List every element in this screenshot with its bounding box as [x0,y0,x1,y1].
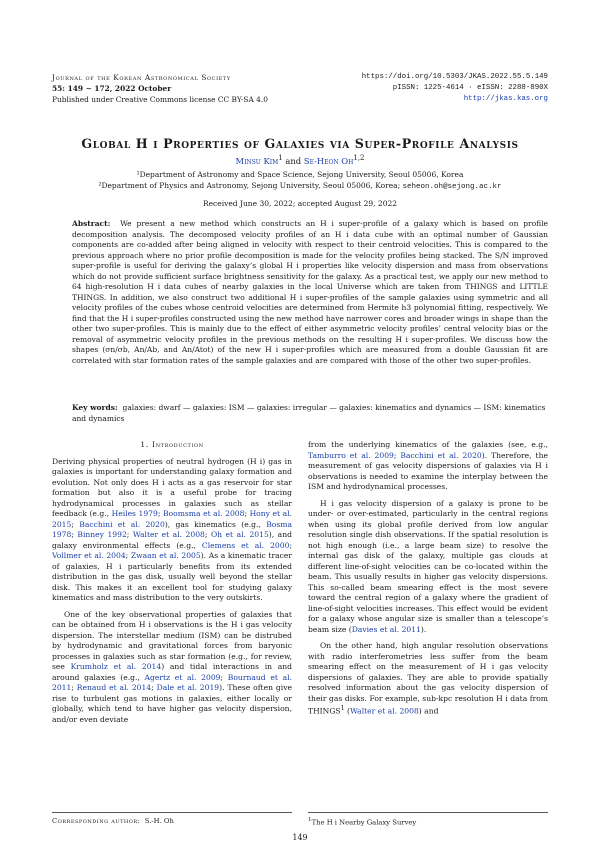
citation-link[interactable]: Clemens et al. 2000 [201,540,290,550]
paragraph: One of the key observational properties of galaxies that can be obtained from H i observations is the H i gas velocity dispersion. The interstellar medium (ISM) can be distrubed by hydrodynamic and gravitational forces from baryonic processes in galaxies such as star formation (e.g., for review, see Krumholz et al. 2014) and tidal interactions in and around galaxies (e.g., Agertz et al. 2009; Bournaud et al. 2011; Renaud et al. 2014; Dale et al. 2019). These often give rise to turbulent gas motions in galaxies, either locally or globally, which tend to have higher gas velocity dispersion, and/or even deviate [52,609,292,724]
citation-link[interactable]: Walter et al. 2008 [132,530,205,539]
affiliations [40,170,560,192]
footnote-text: The H i Nearby Galaxy Survey [311,818,417,827]
text-run: ). As a kinematic tracer of galaxies, H i particularly benefits from its extended distribution in the gas disk, usually well beyond the stellar disk. This makes it an excellent tool for studying galaxy kinematics and mass distribution to the very outskirts. [52,551,292,602]
citation-link[interactable]: Agertz et al. 2009 [144,672,221,682]
paragraph: Deriving physical properties of neutral hydrogen (H i) gas in galaxies is important for understanding galaxy formation and evolution. Not only does H i acts as a gas reservoir for star formation but also it is a useful probe for tracing hydrodynamical processes in galaxies such as stellar feedback (e.g., Heiles 1979; Boomsma et al. 2008; Hony et al. 2015; Bacchini et al. 2020), gas kinematics (e.g., Bosma 1978; Binney 1992; Walter et al. 2008; Oh et al. 2015), and galaxy environmental effects (e.g., Clemens et al. 2000; Vollmer et al. 2004; Zwaan et al. 2005). As a kinematic tracer of galaxies, H i particularly benefits from its extended distribution in the gas disk, usually well beyond the stellar disk. This makes it an excellent tool for studying galaxy kinematics and mass distribution to the very outskirts. [52,456,292,602]
keywords-text: galaxies: dwarf — galaxies: ISM — galaxies: irregular — galaxies: kinematics and dynamics — ISM: kinematics and dynamics [72,403,546,423]
journal-header [52,72,268,105]
footnote-number: 1 [308,817,312,823]
citation-link[interactable]: Heiles 1979 [111,509,158,518]
corresponding-name: S.-H. Oh [144,817,174,825]
author-line [40,154,560,166]
page-number: 149 [292,833,308,842]
author-name[interactable]: Se-Heon Oh [303,155,354,166]
abstract-text: We present a new method which constructs an H i super-profile of a galaxy which is based on profile decomposition analysis. The decomposed velocity profiles of an H i data cube with an optimal number of Gaussian components are co-added after being aligned in velocity with respect to their centroid velocities. This is compared to the previous approach where no prior profile decomposition is made for the velocity profiles being stacked. The S/N improved super-profile is useful for deriving the galaxy’s global H i properties like velocity dispersion and mass from observations which do not provide sufficient surface brightness sensitivity for the galaxy. As a practical test, we apply our new method to 64 high-resolution H i data cubes of nearby galaxies in the local Universe which are taken from THINGS and LITTLE THINGS. In addition, we also construct two additional H i super-profiles of the sample galaxies using symmetric and all velocity profiles of the cubes whose centroid velocities are determined from Hermite h3 polynomial fitting, respectively. We find that the H i super-profiles constructed using the new method have narrower cores and broader wings in shape than the other two super-profiles. This is mainly due to the effect of either asymmetric velocity profiles’ central velocity bias or the removal of asymmetric velocity profiles in the previous methods on the resulting H i super-profiles. We discuss how the shapes (σn/σb, An/Ab, and An/Atot) of the new H i super-profiles which are measured from a double Gaussian fit are correlated with star formation rates of the sample galaxies and are compared with those of the other two super-profiles. [72,219,548,365]
doi-link[interactable]: https://doi.org/10.5303/JKAS.2022.55.5.149 [361,73,548,81]
citation-link[interactable]: Bosma 1978 [52,519,292,539]
doi-header [362,72,548,105]
citation-link[interactable]: Vollmer et al. 2004 [52,551,126,560]
text-run: H i gas velocity dispersion of a galaxy is prone to be under- or over-estimated, particularly in the central regions when using its global profile derived from low angular resolution single dish observations. If the spatial resolution is not high enough (i.e., a large beam size) to resolve the internal gas disk of the galaxy, multiple gas clouds at different line-of-sight velocities can be co-located within the beam. This usually results in higher gas velocity dispersions. This so-called beam smearing effect is the most severe toward the central region of a galaxy where the gradient of line-of-sight velocities increases. This effect would be evident for a galaxy whose angular size is smaller than a telescope’s beam size ( [308,498,548,634]
text-run: ). [420,624,427,634]
text-run: ). These often give rise to turbulent gas motions in galaxies, either locally or globally, which tend to have higher gas velocity dispersion, and/or even deviate [52,683,292,724]
text-run: ), and galaxy environmental effects (e.g., [52,530,292,550]
left-column [52,440,292,731]
text-run: ( [344,706,351,716]
citation-link[interactable]: Krumholz et al. 2014 [70,662,162,671]
footnote [308,812,548,826]
citation-link[interactable]: Bacchini et al. 2020 [400,450,482,460]
volume-line: 55: 149 ∼ 172, 2022 October [52,84,172,93]
paragraph [308,641,548,717]
affiliation-2 [40,181,560,193]
citation-link[interactable]: Davies et al. 2011 [351,624,421,634]
keywords-label: Key words: [72,403,118,412]
citation-link[interactable]: Hony et al. 2015 [52,509,292,529]
affiliation-1: ¹Department of Astronomy and Space Science, Sejong University, Seoul 05006, Korea [136,170,464,179]
abstract [72,219,548,366]
text-run: ) and tidal interactions in and around galaxies (e.g., [52,662,292,682]
right-column [308,440,548,723]
website-link[interactable]: http://jkas.kas.org [463,95,548,103]
citation-link[interactable]: Walter et al. 2008 [350,706,419,716]
paper-title: Global H i Properties of Galaxies via Super-Profile Analysis [81,136,519,151]
author-name[interactable]: Minsu Kim [235,155,279,166]
journal-name: Journal of the Korean Astronomical Society [52,73,231,82]
citation-link[interactable]: Binney 1992 [77,530,127,539]
citation-link[interactable]: Dale et al. 2019 [156,683,220,692]
text-run: ), gas kinematics (e.g., [164,519,267,529]
paragraph: from the underlying kinematics of the galaxies (see, e.g., Tamburro et al. 2009; Bacchini et al. 2020). Therefore, the measurement of gas velocity dispersions of galaxies via H i observations is needed to examine the interplay between the ISM and hydrodynamical processes. [308,440,548,491]
received-dates: Received June 30, 2022; accepted August 29, 2022 [202,199,398,208]
author-separator: and [282,155,304,166]
abstract-label: Abstract: [72,219,111,228]
license-line: Published under Creative Commons license CC BY-SA 4.0 [52,95,268,104]
citation-link[interactable]: Renaud et al. 2014 [76,683,152,692]
citation-link[interactable]: Oh et al. 2015 [210,530,269,539]
paragraph [308,499,548,636]
citation-link[interactable]: Bournaud et al. 2011 [52,672,292,692]
corresponding-label: Corresponding author: [52,817,141,825]
affiliation-2-text: ²Department of Physics and Astronomy, Sejong University, Seoul 05006, Korea; [98,180,403,190]
issn-line: pISSN: 1225-4614 · eISSN: 2288-890X [392,84,548,92]
citation-link[interactable]: Bacchini et al. 2020 [79,519,165,529]
text-run: Deriving physical properties of neutral hydrogen (H i) gas in galaxies is important for understanding galaxy formation and evolution. Not only does H i acts as a gas reservoir for star formation but also it is a useful probe for tracing hydrodynamical processes in galaxies such as stellar feedback (e.g., [52,456,292,518]
text-run: One of the key observational properties of galaxies that can be obtained from H i observations is the H i gas velocity dispersion. The interstellar medium (ISM) can be distrubed by hydrodynamic and gravitational forces from baryonic processes in galaxies such as star formation (e.g., for review, see [52,609,292,671]
footnote-marker[interactable]: 1 [340,705,345,712]
text-run: ). Therefore, the measurement of gas velocity dispersions of galaxies via H i observations is needed to examine the interplay between the ISM and hydrodynamical processes. [308,450,548,491]
email-link[interactable]: seheon.oh@sejong.ac.kr [402,182,502,191]
text-run: ) and [418,706,439,716]
affil-marker: 1,2 [353,154,365,162]
corresponding-author [52,812,292,825]
section-heading: 1. Introduction [140,440,204,449]
citation-link[interactable]: Zwaan et al. 2005 [130,551,201,560]
text-run: from the underlying kinematics of the galaxies (see, e.g., [308,440,548,449]
citation-link[interactable]: Tamburro et al. 2009 [308,450,394,460]
affil-marker: 1 [278,154,283,162]
text-run: On the other hand, high angular resolution observations with radio interferometries less suffer from the beam smearing effect on the measurement of H i gas velocity dispersions of galaxies. They are able to provide spatially resolved information about the gas velocity dispersion of their gas disks. For example, sub-kpc resolution H i data from THINGS [308,641,548,716]
keywords [72,403,548,424]
citation-link[interactable]: Boomsma et al. 2008 [162,509,245,518]
